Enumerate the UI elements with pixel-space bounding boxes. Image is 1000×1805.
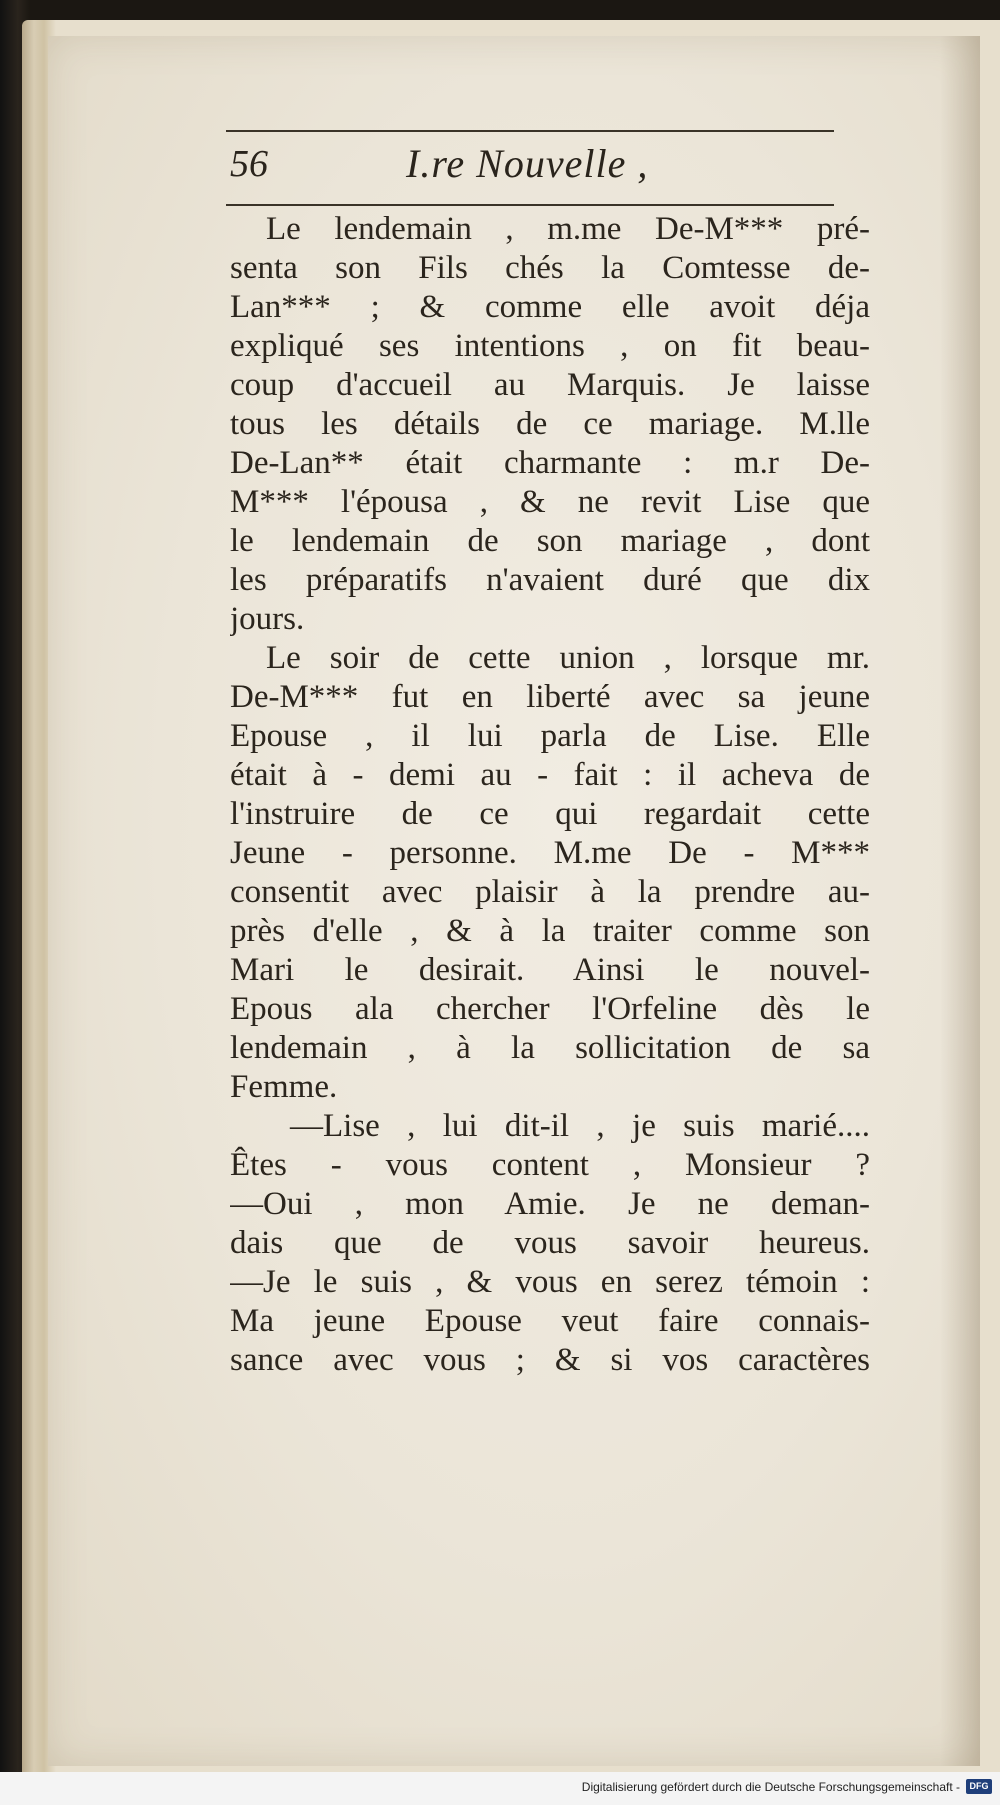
text-line: —Je le suis , & vous en serez témoin : [230, 1264, 870, 1300]
text-line: près d'elle , & à la traiter comme son [230, 913, 870, 949]
text-line: Mari le desirait. Ainsi le nouvel- [230, 952, 870, 988]
page-shadow [940, 36, 980, 1766]
text-line: Ma jeune Epouse veut faire connais- [230, 1303, 870, 1339]
text-line: dais que de vous savoir heureus. [230, 1225, 870, 1261]
text-line: Epous ala chercher l'Orfeline dès le [230, 991, 870, 1027]
text-line: expliqué ses intentions , on fit beau- [230, 328, 870, 364]
text-line: les préparatifs n'avaient duré que dix [230, 562, 870, 598]
digitization-footer [0, 1772, 1000, 1805]
text-line: Le lendemain , m.me De-M*** pré- [266, 211, 870, 247]
text-line: consentit avec plaisir à la prendre au- [230, 874, 870, 910]
header-rule-top [226, 130, 834, 132]
text-line: l'instruire de ce qui regardait cette [230, 796, 870, 832]
text-line: Femme. [230, 1069, 338, 1105]
text-line: était à - demi au - fait : il acheva de [230, 757, 870, 793]
text-line: Le soir de cette union , lorsque mr. [266, 640, 870, 676]
text-line: Epouse , il lui parla de Lise. Elle [230, 718, 870, 754]
text-line: coup d'accueil au Marquis. Je laisse [230, 367, 870, 403]
text-line: Êtes - vous content , Monsieur ? [230, 1147, 870, 1183]
dfg-logo: DFG [966, 1779, 992, 1794]
text-line: lendemain , à la sollicitation de sa [230, 1030, 870, 1066]
text-line: M*** l'épousa , & ne revit Lise que [230, 484, 870, 520]
text-line: senta son Fils chés la Comtesse de- [230, 250, 870, 286]
text-line: tous les détails de ce mariage. M.lle [230, 406, 870, 442]
funding-credit: Digitalisierung gefördert durch die Deutsche Forschungsgemeinschaft - [581, 1780, 960, 1794]
text-line: sance avec vous ; & si vos caractères [230, 1342, 870, 1378]
text-line: Jeune - personne. M.me De - M*** [230, 835, 870, 871]
text-line: jours. [230, 601, 305, 637]
running-head [226, 138, 834, 202]
text-line: —Lise , lui dit-il , je suis marié.... [290, 1108, 870, 1144]
body-text [230, 210, 870, 1380]
header-rule-bottom [226, 204, 834, 206]
text-line: le lendemain de son mariage , dont [230, 523, 870, 559]
text-line: De-Lan** était charmante : m.r De- [230, 445, 870, 481]
page-number: 56 [230, 143, 268, 185]
page-heading: I.re Nouvelle , [406, 141, 649, 186]
text-line: —Oui , mon Amie. Je ne deman- [230, 1186, 870, 1222]
text-line: De-M*** fut en liberté avec sa jeune [230, 679, 870, 715]
text-line: Lan*** ; & comme elle avoit déja [230, 289, 870, 325]
